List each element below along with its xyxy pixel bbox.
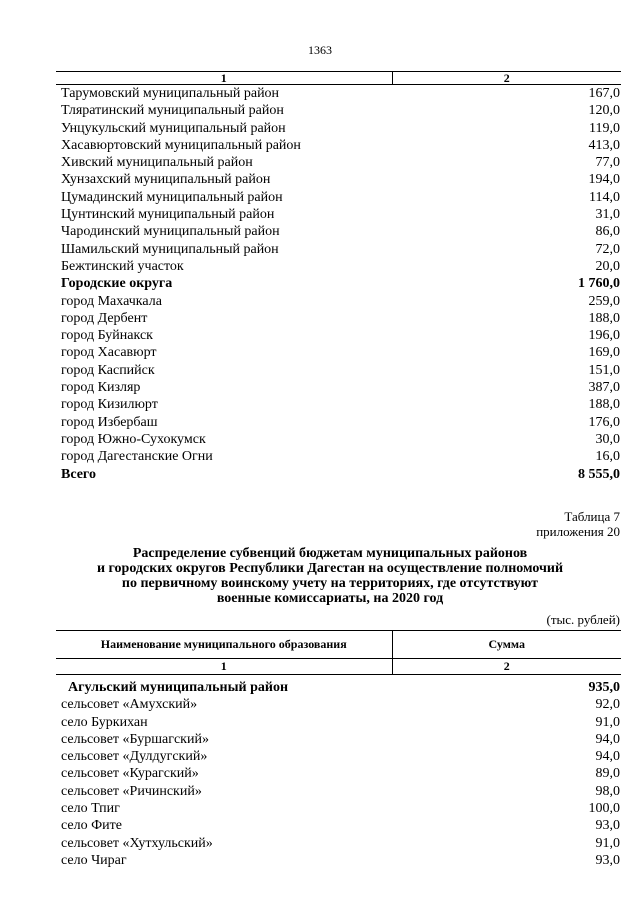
table-label-appendix: приложения 20 (536, 524, 620, 539)
row-value: 20,0 (595, 258, 620, 274)
row-value: 98,0 (595, 783, 620, 799)
row-name: город Кизляр (61, 380, 141, 396)
table-row (56, 852, 621, 869)
row-name: село Чираг (61, 852, 127, 868)
row-value: 259,0 (588, 293, 620, 309)
table-row (56, 414, 621, 431)
table-row (56, 731, 621, 748)
row-name: сельсовет «Курагский» (61, 766, 199, 782)
table-row (56, 714, 621, 731)
table-row (56, 362, 621, 379)
row-name: Хивский муниципальный район (61, 155, 253, 171)
row-name: Агульский муниципальный район (68, 680, 289, 695)
table-row (56, 102, 621, 119)
row-name: сельсовет «Хутхульский» (61, 835, 213, 851)
row-value: 167,0 (588, 86, 620, 101)
title-line: военные комиссариаты, на 2020 год (216, 591, 444, 606)
table-row (56, 800, 621, 817)
row-value: 1 760,0 (578, 276, 620, 292)
row-name: Хунзахский муниципальный район (61, 172, 271, 188)
row-name: город Кизилюрт (61, 397, 158, 413)
row-name: сельсовет «Буршагский» (61, 731, 209, 747)
table-row (56, 206, 621, 223)
row-name: город Избербаш (61, 414, 158, 430)
table-row (56, 154, 621, 171)
row-name: сельсовет «Дулдугский» (61, 749, 208, 765)
row-value: 176,0 (588, 414, 620, 430)
subventions-table (56, 630, 621, 869)
table-header-row (56, 72, 621, 85)
row-value: 30,0 (595, 431, 620, 447)
row-name: село Буркихан (61, 714, 148, 730)
row-value: 8 555,0 (578, 466, 620, 482)
table-row (56, 448, 621, 465)
table-row (56, 344, 621, 361)
row-value: 72,0 (595, 241, 620, 257)
row-name: город Южно-Сухокумск (61, 431, 206, 447)
row-name: Чародинский муниципальный район (61, 224, 280, 240)
row-value: 89,0 (595, 766, 620, 782)
header-municipality-name: Наименование муниципального образования (56, 631, 392, 659)
row-value: 935,0 (588, 680, 620, 695)
row-value: 93,0 (595, 852, 620, 868)
row-name: село Фите (61, 818, 122, 834)
row-name: город Махачкала (61, 293, 162, 309)
column-number-2: 2 (392, 659, 621, 675)
table-row (56, 675, 621, 697)
table-row (56, 431, 621, 448)
row-value: 100,0 (588, 801, 620, 817)
row-name: сельсовет «Амухский» (61, 697, 198, 713)
title-line: и городских округов Республики Дагестан на осуществление полномочий (96, 561, 564, 576)
table-header-row (56, 631, 621, 659)
table-row (56, 137, 621, 154)
table-row (56, 171, 621, 188)
title-line: по первичному воинскому учету на территориях, где отсутствуют (121, 576, 539, 591)
row-name: Бежтинский участок (61, 258, 184, 274)
title-line: Распределение субвенций бюджетам муниципальных районов (132, 546, 528, 561)
table-row (56, 310, 621, 327)
table-row (56, 327, 621, 344)
column-number-2: 2 (392, 72, 621, 85)
row-name: сельсовет «Ричинский» (61, 783, 202, 799)
row-name: село Тпиг (61, 801, 120, 817)
row-value: 169,0 (588, 345, 620, 361)
subventions-table-continued (56, 71, 621, 483)
table-row (56, 783, 621, 800)
row-value: 188,0 (588, 397, 620, 413)
row-name: город Хасавюрт (61, 345, 157, 361)
row-name: Цумадинский муниципальный район (61, 189, 283, 205)
table-row (56, 748, 621, 765)
row-name: город Буйнакск (61, 328, 153, 344)
table-row (56, 817, 621, 834)
table-row (56, 258, 621, 275)
table-label (536, 509, 620, 539)
table-title (40, 546, 620, 606)
row-value: 77,0 (595, 155, 620, 171)
row-value: 151,0 (588, 362, 620, 378)
row-name: Унцукульский муниципальный район (61, 120, 286, 136)
table-row (56, 379, 621, 396)
row-value: 413,0 (588, 137, 620, 153)
column-number-1: 1 (56, 659, 392, 675)
table-row (56, 241, 621, 258)
row-value: 196,0 (588, 328, 620, 344)
table-row (56, 120, 621, 137)
row-name: город Дагестанские Огни (61, 449, 213, 465)
units-label: (тыс. рублей) (546, 612, 620, 627)
row-name: город Дербент (61, 310, 148, 326)
row-value: 91,0 (595, 835, 620, 851)
header-sum: Сумма (392, 631, 621, 659)
row-value: 86,0 (595, 224, 620, 240)
row-value: 16,0 (595, 449, 620, 465)
table-row (56, 275, 621, 292)
table-row (56, 293, 621, 310)
row-value: 91,0 (595, 714, 620, 730)
table-row (56, 85, 621, 103)
row-name: Всего (61, 466, 96, 482)
table-row (56, 223, 621, 240)
row-value: 93,0 (595, 818, 620, 834)
table-column-numbers-row (56, 659, 621, 675)
row-value: 114,0 (589, 189, 620, 205)
row-name: город Каспийск (61, 362, 155, 378)
row-value: 387,0 (588, 380, 620, 396)
table-row (56, 466, 621, 483)
table-row (56, 189, 621, 206)
row-name: Хасавюртовский муниципальный район (61, 137, 301, 153)
table-row (56, 396, 621, 413)
row-value: 94,0 (595, 731, 620, 747)
page-number: 1363 (308, 43, 332, 57)
row-value: 194,0 (588, 172, 620, 188)
row-name: Цунтинский муниципальный район (61, 207, 275, 223)
table-row (56, 835, 621, 852)
row-name: Шамильский муниципальный район (61, 241, 279, 257)
row-name: Тляратинский муниципальный район (61, 103, 284, 119)
row-value: 94,0 (595, 749, 620, 765)
column-number-1: 1 (56, 72, 392, 85)
table-label-number: Таблица 7 (564, 509, 620, 524)
table-row (56, 765, 621, 782)
row-name: Тарумовский муниципальный район (61, 86, 280, 101)
row-name: Городские округа (61, 276, 173, 292)
row-value: 120,0 (588, 103, 620, 119)
row-value: 119,0 (589, 120, 620, 136)
row-value: 92,0 (595, 697, 620, 713)
row-value: 31,0 (595, 207, 620, 223)
row-value: 188,0 (588, 310, 620, 326)
table-row (56, 696, 621, 713)
